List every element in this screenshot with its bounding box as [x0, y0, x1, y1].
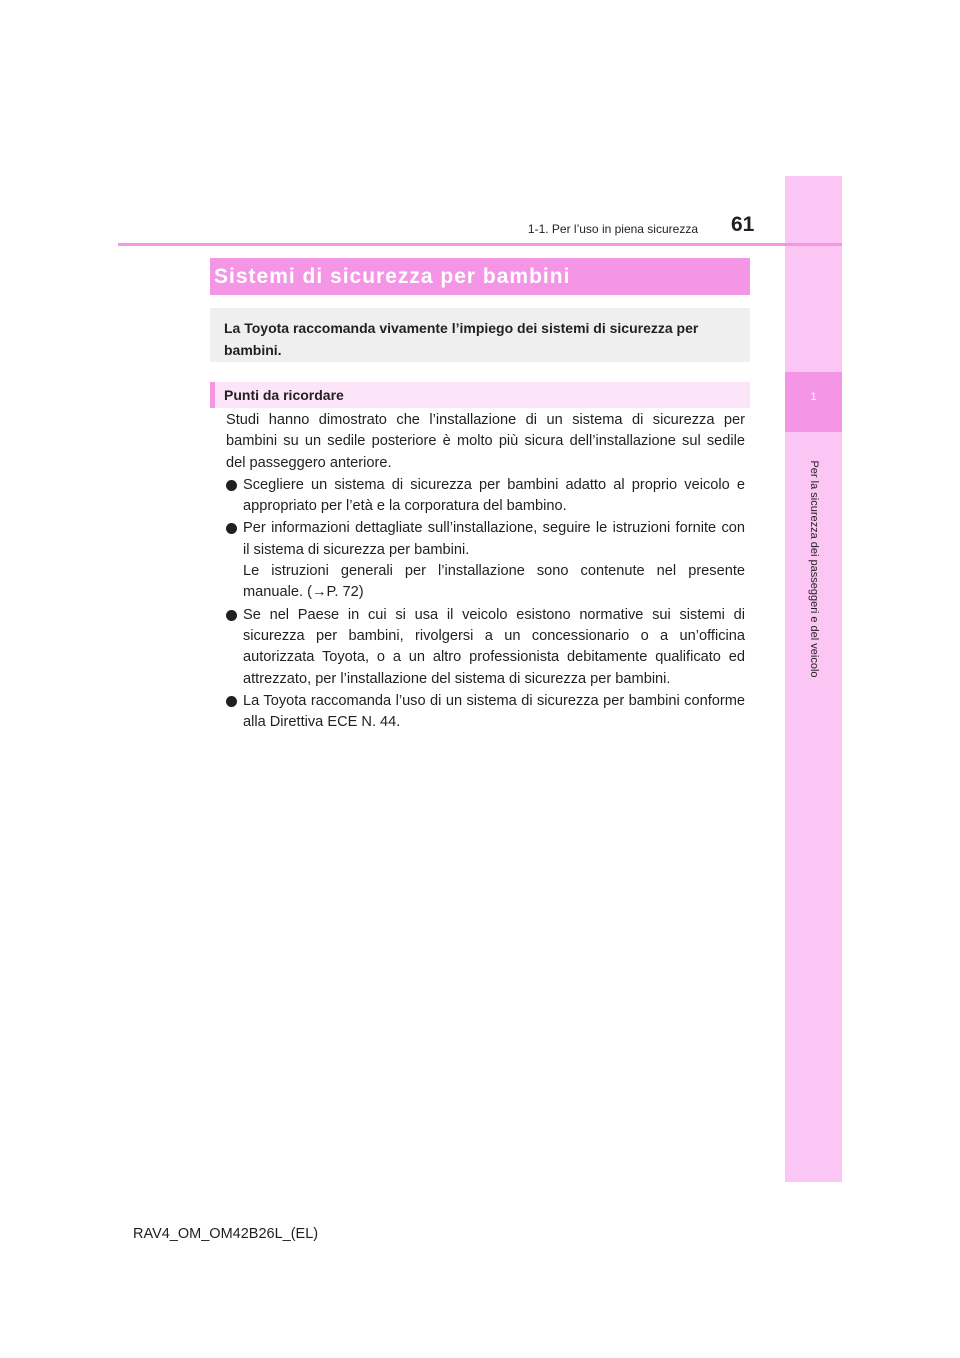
header-section-path: 1-1. Per l’uso in piena sicurezza: [527, 222, 698, 236]
bullet-dot-icon: [226, 610, 237, 621]
bullet-text: Per informazioni dettagliate sull’installazione, seguire le istruzioni fornite con il sistema di sicurezza per bambini.: [243, 520, 745, 558]
chapter-title: Per la sicurezza dei passeggeri e del veicolo: [808, 460, 820, 678]
bullet-item: [226, 518, 745, 603]
footer-doc-code: RAV4_OM_OM42B26L_(EL): [133, 1226, 319, 1242]
bullet-dot-icon: [226, 696, 237, 707]
bullet-text: La Toyota raccomanda l’uso di un sistema di sicurezza per bambini conforme alla Direttiva ECE N. 44.: [243, 692, 745, 731]
page-number: 61: [731, 213, 755, 236]
body-content: [226, 410, 745, 733]
bullet-item: [226, 605, 745, 690]
bullet-item: [226, 475, 745, 518]
bullet-dot-icon: [226, 523, 237, 534]
section-title: Sistemi di sicurezza per bambini: [214, 265, 571, 288]
body-paragraph: Studi hanno dimostrato che l’installazione di un sistema di sicurezza per bambini su un sedile posteriore è molto più sicura dell’installazione sul sedile del passeggero anteriore.: [226, 412, 745, 471]
bullet-extra-text[interactable]: Le istruzioni generali per l’installazione sono contenute nel presente manuale. (→P. 72): [243, 563, 745, 601]
chapter-title-vertical: [784, 412, 844, 712]
chapter-number: 1: [810, 391, 817, 403]
bullet-item: [226, 691, 745, 734]
section-title-bar: [210, 258, 750, 295]
subsection-heading: Punti da ricordare: [210, 382, 750, 408]
header-divider: [118, 243, 842, 246]
bullet-text: Se nel Paese in cui si usa il veicolo esistono normative sui sistemi di sicurezza per bambini, rivolgersi a un concessionario o a un’officina autorizzata Toyota, o a un altro professionista debitamente qualificato ed attrezzato, per l’installazione del sistema di sicurezza per bambini.: [243, 606, 745, 687]
bullet-text: Scegliere un sistema di sicurezza per bambini adatto al proprio veicolo e appropriato per l’età e la corporatura del bambino.: [243, 476, 745, 515]
intro-box: La Toyota raccomanda vivamente l’impiego dei sistemi di sicurezza per bambini.: [210, 308, 750, 362]
bullet-dot-icon: [226, 480, 237, 491]
